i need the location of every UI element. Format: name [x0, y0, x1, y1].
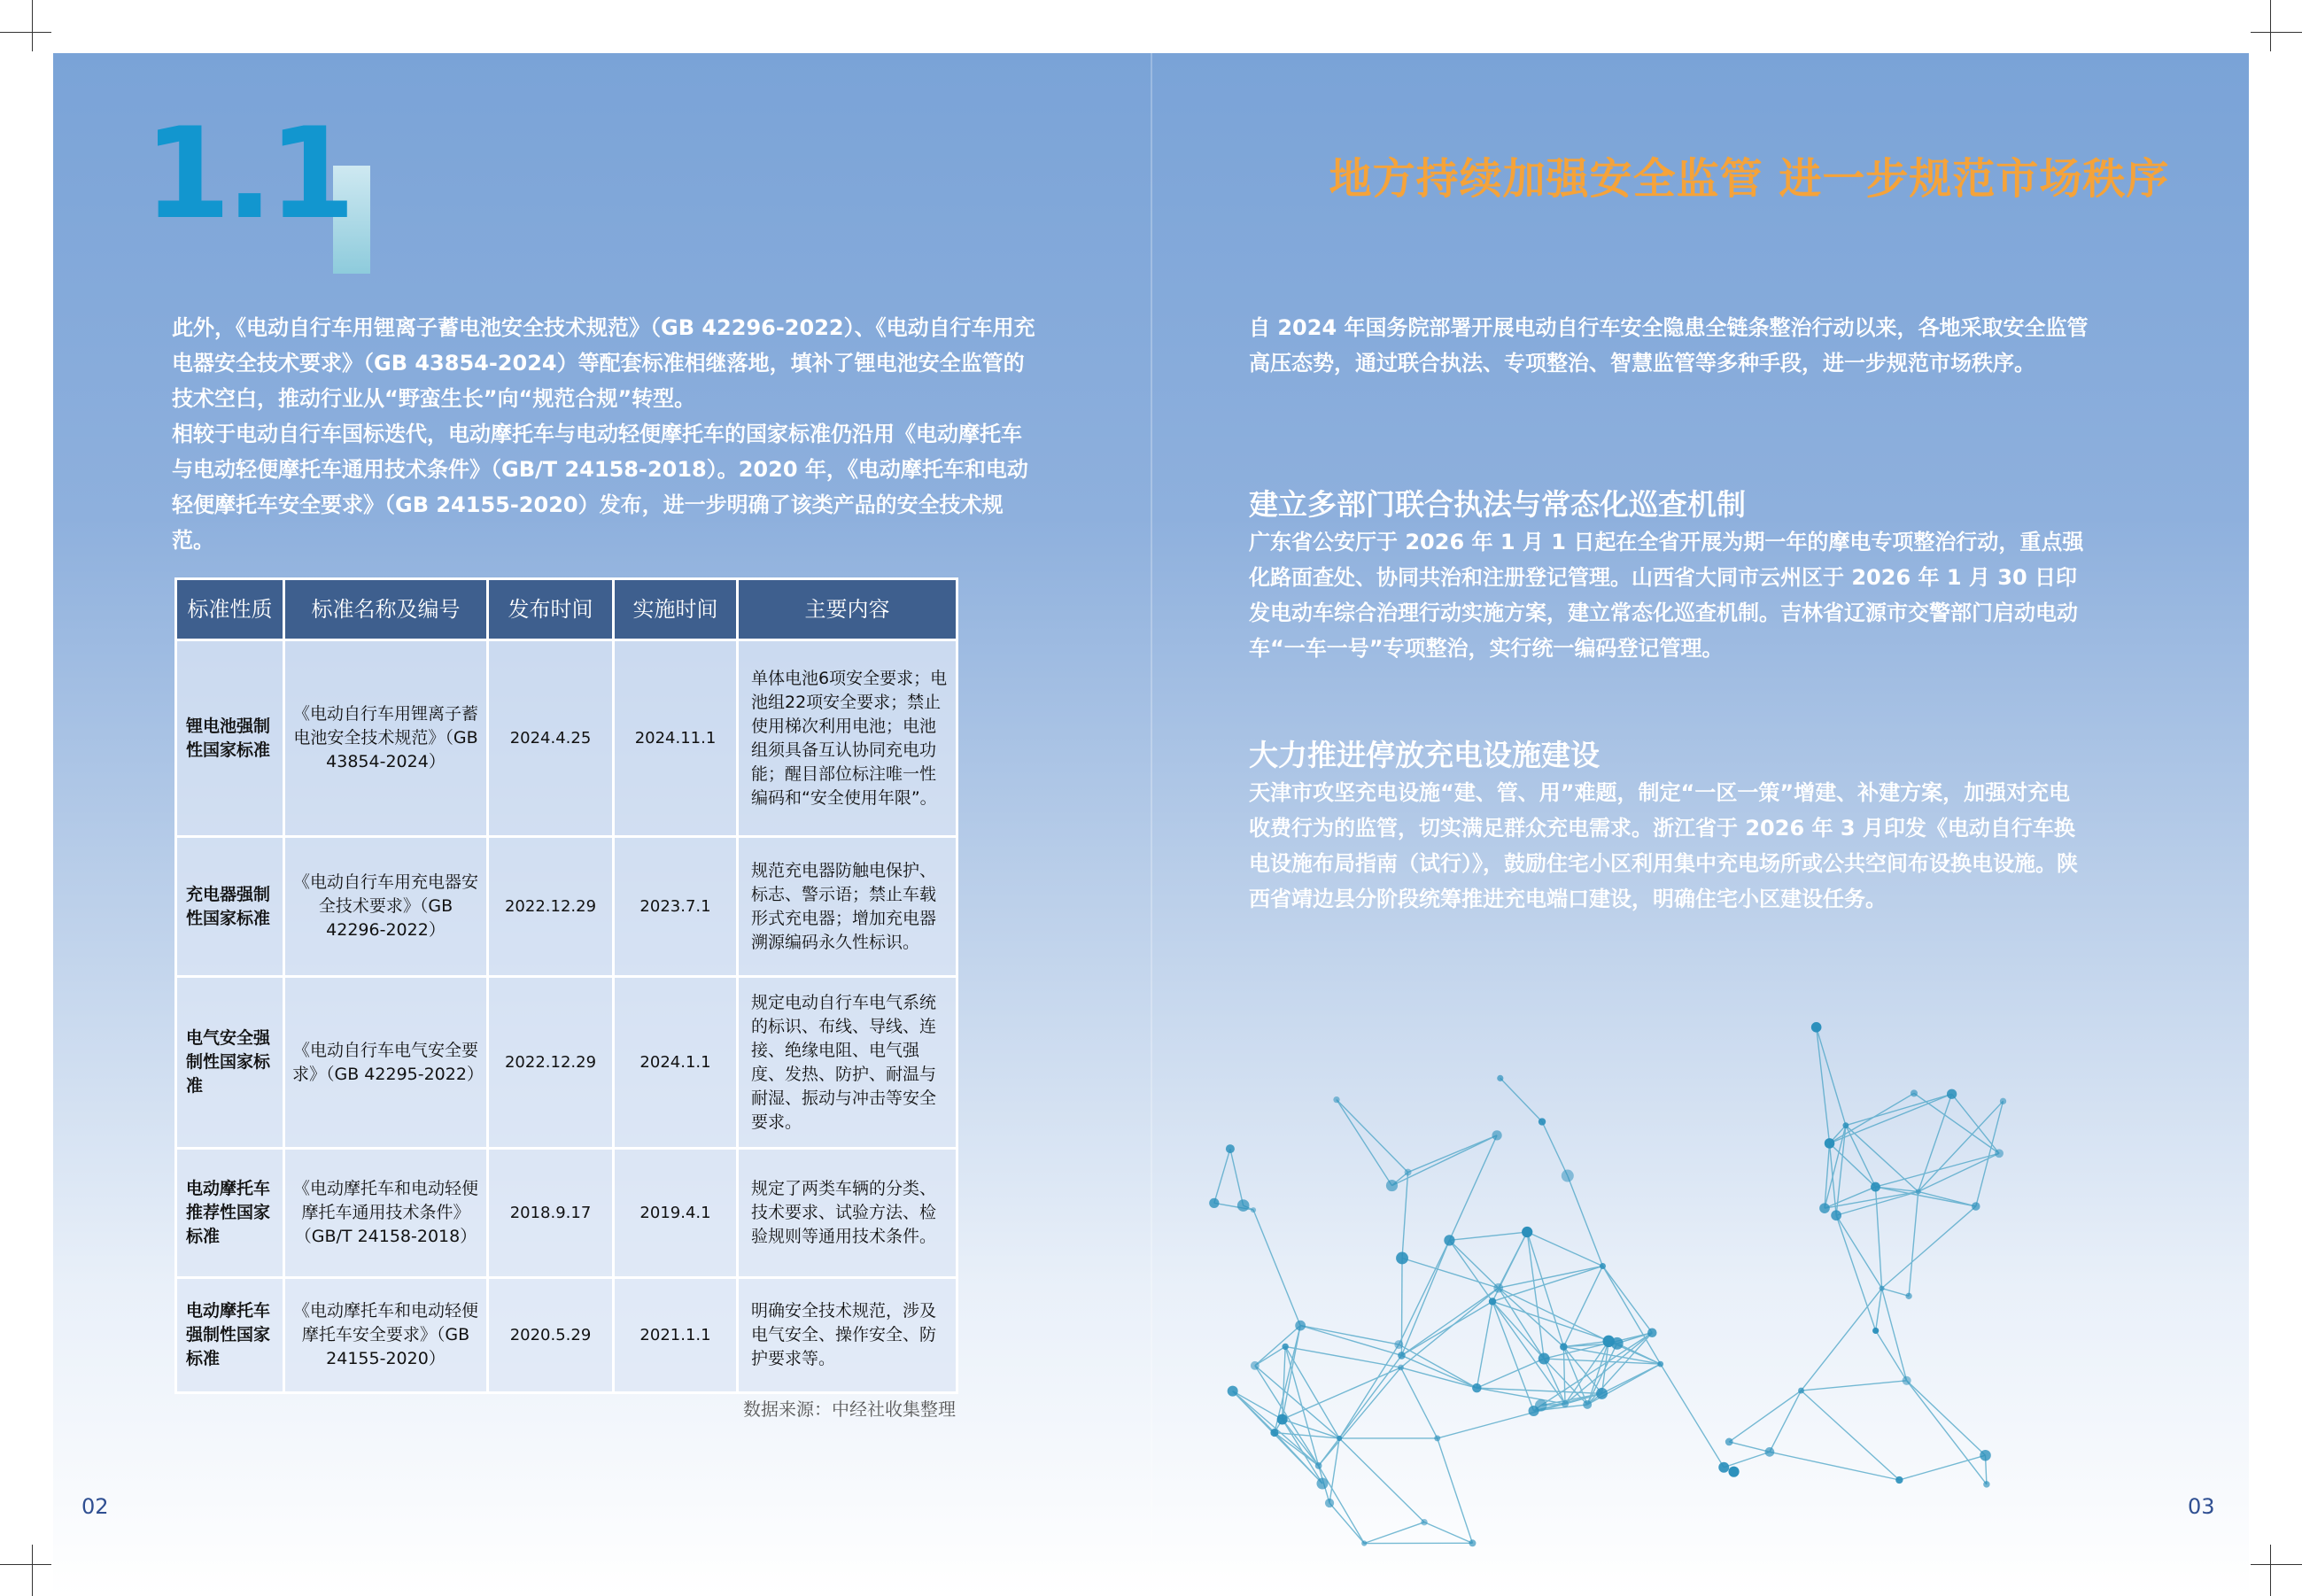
network-node [1880, 1286, 1885, 1291]
network-node [1995, 1149, 2004, 1158]
network-node [1842, 1122, 1849, 1128]
network-link [1830, 1094, 1952, 1143]
network-illustration [1160, 992, 2099, 1594]
crop-mark [0, 32, 51, 33]
table-row [176, 640, 957, 837]
network-node [1394, 1340, 1403, 1349]
paragraph: 此外，《电动自行车用锂离子蓄电池安全技术规范》（GB 42296-2022）、《电动自行车用充电器安全技术要求》（GB 43854-2024）等配套标准相继落地，填补了锂电池安全监管的技术空白，推动行业从“野蛮生长”向“规范合规”转型。 [172, 315, 1035, 411]
network-node [1718, 1462, 1729, 1473]
network-link [1907, 1381, 1986, 1455]
network-node [1226, 1144, 1235, 1153]
crop-mark [2251, 1564, 2302, 1565]
section-heading: 大力推进停放充电设施建设 [1249, 738, 1600, 772]
network-node [1277, 1414, 1288, 1425]
network-link [1817, 1027, 1846, 1126]
network-node [1282, 1344, 1288, 1350]
network-node [1728, 1467, 1739, 1477]
cell-published-date: 2018.9.17 [488, 1149, 614, 1278]
cell-standard-type: 锂电池强制性国家标准 [176, 640, 284, 837]
network-link [1882, 1206, 1976, 1289]
cell-published-date: 2022.12.29 [488, 837, 614, 977]
network-node [1560, 1343, 1568, 1351]
network-node [1562, 1400, 1569, 1407]
network-link [1499, 1232, 1527, 1288]
cell-effective-date: 2024.1.1 [614, 977, 738, 1149]
column-header: 标准名称及编号 [284, 579, 488, 640]
network-link [1339, 1355, 1401, 1438]
network-node [1562, 1170, 1574, 1182]
network-link [1401, 1355, 1477, 1388]
network-link [1817, 1027, 1830, 1143]
network-node [1386, 1180, 1398, 1191]
network-node [1270, 1429, 1278, 1437]
network-node [1228, 1386, 1238, 1397]
network-node [1905, 1293, 1911, 1299]
network-node [1529, 1406, 1539, 1416]
network-link [1402, 1173, 1408, 1259]
network-node [1493, 1283, 1503, 1293]
network-node [1765, 1447, 1775, 1457]
network-node [1361, 1540, 1367, 1546]
section-body: 天津市攻坚充电设施“建、管、用”难题，制定“一区一策”增建、补建方案，加强对充电收费行为的监管，切实满足群众充电需求。浙江省于 2026 年 3 月印发《电动自行车换电设施布局指南（试行）》，鼓励住宅小区利用集中充电场所或公共空间布设换电设施。陕西省靖边县分阶段统筹推进充电端口建设，明确住宅小区建设任务。 [1249, 780, 2078, 911]
network-link [1836, 1215, 1881, 1288]
table-row [176, 837, 957, 977]
network-node [1421, 1519, 1427, 1525]
table-row [176, 1149, 957, 1278]
cell-effective-date: 2021.1.1 [614, 1278, 738, 1393]
network-link [1882, 1289, 1909, 1297]
table-header-row [176, 579, 957, 640]
network-node [1811, 1022, 1822, 1033]
network-link [1907, 1381, 1987, 1484]
network-link [1391, 1135, 1497, 1186]
network-link [1724, 1452, 1770, 1467]
network-node [1831, 1210, 1841, 1220]
column-header: 实施时间 [614, 579, 738, 640]
table-row [176, 977, 957, 1149]
network-link [1230, 1149, 1244, 1205]
crop-mark [32, 1545, 33, 1596]
network-link [1401, 1367, 1477, 1388]
network-link [1438, 1438, 1473, 1543]
cell-standard-name: 《电动摩托车和电动轻便摩托车安全要求》（GB 24155-2020） [284, 1278, 488, 1393]
network-link [1339, 1438, 1424, 1522]
network-link [1424, 1522, 1472, 1544]
network-node [1333, 1096, 1339, 1103]
network-link [1300, 1326, 1399, 1344]
cell-effective-date: 2023.7.1 [614, 837, 738, 977]
network-link [1399, 1344, 1477, 1388]
network-node [1871, 1182, 1880, 1192]
network-link [1563, 1266, 1602, 1346]
network-node [1657, 1361, 1663, 1367]
network-node [1583, 1400, 1592, 1409]
network-node [1911, 1089, 1918, 1096]
network-link [1846, 1094, 1952, 1125]
network-node [1469, 1539, 1476, 1546]
column-header: 发布时间 [488, 579, 614, 640]
network-link [1914, 1093, 1999, 1153]
crop-mark [0, 1564, 51, 1565]
network-link [1329, 1503, 1364, 1544]
network-link [1825, 1187, 1876, 1208]
network-node [1405, 1169, 1412, 1176]
cell-main-content: 规定了两类车辆的分类、技术要求、试验方法、检验规则等通用技术条件。 [738, 1149, 957, 1278]
network-link [1449, 1135, 1497, 1241]
network-link [1253, 1210, 1300, 1326]
cell-standard-type: 电动摩托车推荐性国家标准 [176, 1149, 284, 1278]
crop-mark [2270, 0, 2271, 51]
network-link [1846, 1126, 1918, 1192]
cell-main-content: 明确安全技术规范，涉及电气安全、操作安全、防护要求等。 [738, 1278, 957, 1393]
page-number-left: 02 [81, 1494, 109, 1519]
left-body-text [172, 310, 1035, 558]
network-node [1497, 1075, 1503, 1081]
cell-effective-date: 2024.11.1 [614, 640, 738, 837]
network-link [1602, 1266, 1652, 1332]
section-number [143, 101, 374, 247]
network-link [1836, 1215, 1876, 1330]
network-link [1233, 1391, 1319, 1466]
network-link [1337, 1100, 1408, 1173]
network-node [1600, 1263, 1606, 1269]
network-node [1315, 1462, 1322, 1469]
network-link [1918, 1101, 2004, 1191]
network-node [1434, 1435, 1440, 1441]
network-link [1770, 1452, 1899, 1480]
network-node [1472, 1383, 1482, 1393]
section-body: 广东省公安厅于 2026 年 1 月 1 日起在全省开展为期一年的摩电专项整治行动，重点强化路面查处、协同共治和注册登记管理。山西省大同市云州区于 2026 年 1 月 30 日印发电动车综合治理行动实施方案，建立常态化巡查机制。吉林省辽源市交警部门启动电动车“一车一号”专项整治，实行统一编码登记管理。 [1249, 530, 2084, 661]
network-link [1909, 1191, 1918, 1296]
network-link [1770, 1391, 1802, 1452]
network-node [1492, 1130, 1501, 1140]
network-link [1401, 1258, 1402, 1355]
network-node [1596, 1388, 1608, 1399]
cell-standard-type: 电气安全强制性国家标准 [176, 977, 284, 1149]
network-link [1283, 1367, 1401, 1420]
network-link [1802, 1381, 1907, 1391]
network-node [1398, 1352, 1406, 1360]
network-link [1802, 1289, 1882, 1391]
cell-standard-name: 《电动自行车用充电器安全技术要求》（GB 42296-2022） [284, 837, 488, 977]
page-number-right: 03 [2188, 1494, 2215, 1519]
network-link [1499, 1266, 1603, 1288]
network-node [1798, 1388, 1804, 1394]
network-node [1972, 1202, 1980, 1211]
network-link [1899, 1455, 1985, 1480]
cell-main-content: 单体电池6项安全要求；电池组22项安全要求；禁止使用梯次利用电池；电池组须具备互认协同充电功能；醒目部位标注唯一性编码和“安全使用年限”。 [738, 640, 957, 837]
network-link [1882, 1289, 1907, 1381]
standards-table [174, 577, 958, 1394]
network-node [1295, 1321, 1306, 1331]
crop-mark [2270, 1545, 2271, 1596]
crop-mark [2251, 32, 2302, 33]
network-node [1396, 1252, 1408, 1265]
network-link [1300, 1326, 1401, 1356]
network-link [1364, 1522, 1424, 1544]
network-node [1980, 1450, 1991, 1461]
cell-main-content: 规定电动自行车电气系统的标识、布线、导线、连接、绝缘电阻、电气强度、发热、防护、耐温与耐湿、振动与冲击等安全要求。 [738, 977, 957, 1149]
data-source-note: 数据来源：中经社收集整理 [743, 1398, 956, 1420]
network-link [1408, 1135, 1498, 1173]
network-node [1325, 1499, 1334, 1507]
network-link [1449, 1232, 1527, 1240]
network-node [1444, 1235, 1454, 1245]
network-node [1895, 1476, 1903, 1484]
cell-published-date: 2022.12.29 [488, 977, 614, 1149]
page-title: 地方持续加强安全监管 进一步规范市场秩序 [1329, 154, 2170, 204]
network-link [1449, 1240, 1492, 1301]
network-node [1237, 1199, 1250, 1212]
network-link [1876, 1330, 1907, 1380]
cell-standard-name: 《电动摩托车和电动轻便摩托车通用技术条件》（GB/T 24158-2018） [284, 1149, 488, 1278]
cell-published-date: 2024.4.25 [488, 640, 614, 837]
cell-standard-name: 《电动自行车电气安全要求》（GB 42295-2022） [284, 977, 488, 1149]
network-link [1477, 1359, 1544, 1388]
network-node [1539, 1118, 1546, 1125]
network-link [1542, 1122, 1568, 1176]
cell-standard-name: 《电动自行车用锂离子蓄电池安全技术规范》（GB 43854-2024） [284, 640, 488, 837]
network-node [1825, 1138, 1835, 1149]
network-link [1527, 1232, 1544, 1359]
network-node [1872, 1328, 1879, 1334]
cell-effective-date: 2019.4.1 [614, 1149, 738, 1278]
column-header: 标准性质 [176, 579, 284, 640]
network-link [1401, 1288, 1499, 1367]
network-node [1398, 1365, 1404, 1371]
network-node [1819, 1203, 1830, 1213]
cell-standard-type: 电动摩托车强制性国家标准 [176, 1278, 284, 1393]
network-node [1251, 1207, 1256, 1212]
network-node [1316, 1478, 1328, 1490]
crop-mark [32, 0, 33, 51]
network-node [1251, 1361, 1260, 1370]
network-link [1661, 1364, 1725, 1468]
cell-standard-type: 充电器强制性国家标准 [176, 837, 284, 977]
network-node [1916, 1189, 1921, 1194]
network-link [1729, 1442, 1770, 1452]
section-heading: 建立多部门联合执法与常态化巡查机制 [1249, 487, 1746, 522]
section-number-text: 1.1 [143, 101, 351, 247]
network-node [1539, 1353, 1550, 1365]
network-node [1603, 1336, 1615, 1347]
table-row [176, 1278, 957, 1393]
network-link [1337, 1100, 1391, 1186]
network-link [1563, 1347, 1565, 1405]
spine-fold [1151, 53, 1152, 1596]
network-link [1214, 1149, 1230, 1203]
network-node [1725, 1438, 1733, 1446]
network-link [1402, 1258, 1499, 1288]
column-header: 主要内容 [738, 579, 957, 640]
page-spread [53, 53, 2249, 1596]
network-node [1337, 1436, 1342, 1441]
network-node [1209, 1198, 1219, 1208]
network-link [1830, 1143, 1876, 1187]
network-link [1729, 1391, 1801, 1442]
network-link [1401, 1367, 1438, 1438]
paragraph: 相较于电动自行车国标迭代，电动摩托车与电动轻便摩托车的国家标准仍沿用《电动摩托车与电动轻便摩托车通用技术条件》（GB/T 24158-2018）。2020 年，《电动摩托车和电动轻便摩托车安全要求》（GB 24155-2020）发布，进一步明确了该类产品的安全技术规范。 [172, 422, 1028, 553]
network-node [1903, 1376, 1911, 1385]
network-node [2000, 1098, 2006, 1104]
network-node [1522, 1227, 1532, 1237]
cell-published-date: 2020.5.29 [488, 1278, 614, 1393]
network-link [1283, 1420, 1322, 1484]
network-node [1489, 1298, 1496, 1305]
network-link [1319, 1367, 1401, 1466]
network-node [1983, 1481, 1989, 1487]
network-node [1647, 1328, 1657, 1337]
cell-main-content: 规范充电器防触电保护、标志、警示语；禁止车载形式充电器；增加充电器溯源编码永久性标识。 [738, 837, 957, 977]
network-link [1846, 1126, 1876, 1187]
intro-paragraph: 自 2024 年国务院部署开展电动自行车安全隐患全链条整治行动以来，各地采取安全监管高压态势，通过联合执法、专项整治、智慧监管等多种手段，进一步规范市场秩序。 [1249, 315, 2089, 376]
network-link [1233, 1391, 1322, 1484]
network-link [1500, 1078, 1542, 1121]
network-link [1255, 1346, 1285, 1365]
network-link [1802, 1391, 1900, 1480]
network-node [1947, 1089, 1957, 1099]
network-link [1477, 1301, 1492, 1388]
